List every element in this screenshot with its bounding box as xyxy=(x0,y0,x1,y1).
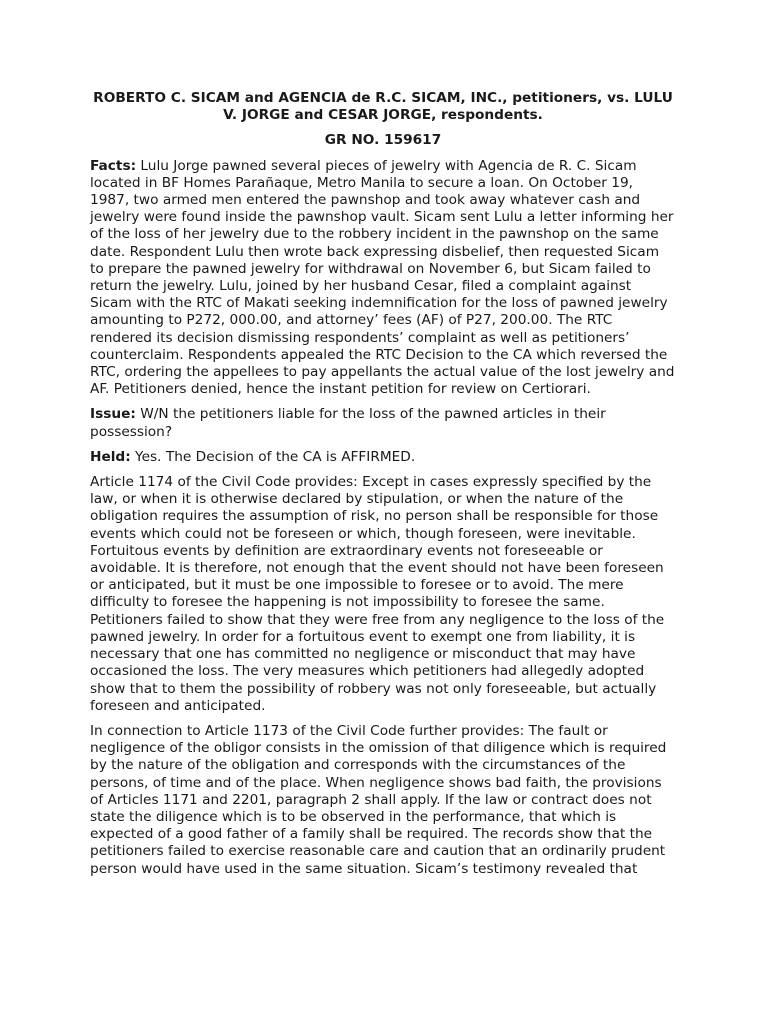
case-title: ROBERTO C. SICAM and AGENCIA de R.C. SICAM, INC., petitioners, vs. LULU V. JORGE and CESAR JORGE, respondents. xyxy=(93,90,673,124)
held-paragraph xyxy=(90,449,676,466)
article-1173-paragraph: In connection to Article 1173 of the Civil Code further provides: The fault or negligence of the obligor consists in the omission of that diligence which is required by the nature of the obligation and corresponds with the circumstances of the persons, of time and of the place. When negligence shows bad faith, the provisions of Articles 1171 and 2201, paragraph 2 shall apply. If the law or contract does not state the diligence which is to be observed in the performance, that which is expected of a good father of a family shall be required. The records show that the petitioners failed to exercise reasonable care and caution that an ordinarily prudent person would have used in the same situation. Sicam’s testimony revealed that xyxy=(90,722,667,877)
facts-label: Facts: xyxy=(90,157,137,174)
issue-text: W/N the petitioners liable for the loss of the pawned articles in their possession? xyxy=(90,406,606,440)
gr-number: GR NO. 159617 xyxy=(324,132,442,149)
held-text: Yes. The Decision of the CA is AFFIRMED. xyxy=(130,448,416,465)
document-page xyxy=(90,90,676,886)
article-1174-paragraph: Article 1174 of the Civil Code provides: Except in cases expressly specified by the law, or when it is otherwise declared by stipulation, or when the nature of the obligation requires the assumption of risk, no person shall be responsible for those events which could not be foreseen or which, though foreseen, were inevitable. Fortuitous events by definition are extraordinary events not foreseeable or avoidable. It is therefore, not enough that the event should not have been foreseen or anticipated, but it must be one impossible to foresee or to avoid. The mere difficulty to foresee the happening is not impossibility to foresee the same. Petitioners failed to show that they were free from any negligence to the loss of the pawned jewelry. In order for a fortuitous event to exempt one from liability, it is necessary that one has committed no negligence or misconduct that may have occasioned the loss. The very measures which petitioners had allegedly adopted show that to them the possibility of robbery was not only foreseeable, but actually foreseen and anticipated. xyxy=(90,474,665,714)
facts-text: Lulu Jorge pawned several pieces of jewelry with Agencia de R. C. Sicam located in BF Homes Parañaque, Metro Manila to secure a loan. On October 19, 1987, two armed men entered the pawnshop and took away whatever cash and jewelry were found inside the pawnshop vault. Sicam sent Lulu a letter informing her of the loss of her jewelry due to the robbery incident in the pawnshop on the same date. Respondent Lulu then wrote back expressing disbelief, then requested Sicam to prepare the pawned jewelry for withdrawal on November 6, but Sicam failed to return the jewelry. Lulu, joined by her husband Cesar, filed a complaint against Sicam with the RTC of Makati seeking indemnification for the loss of pawned jewelry amounting to P272, 000.00, and attorney’ fees (AF) of P27, 200.00. The RTC rendered its decision dismissing respondents’ complaint as well as petitioners’ counterclaim. Respondents appealed the RTC Decision to the CA which reversed the RTC, ordering the appellees to pay appellants the actual value of the lost jewelry and AF. Petitioners denied, hence the instant petition for review on Certiorari. xyxy=(90,157,675,398)
issue-label: Issue: xyxy=(90,406,136,423)
held-label: Held: xyxy=(90,448,131,465)
issue-paragraph xyxy=(90,406,676,440)
facts-paragraph xyxy=(90,158,676,399)
